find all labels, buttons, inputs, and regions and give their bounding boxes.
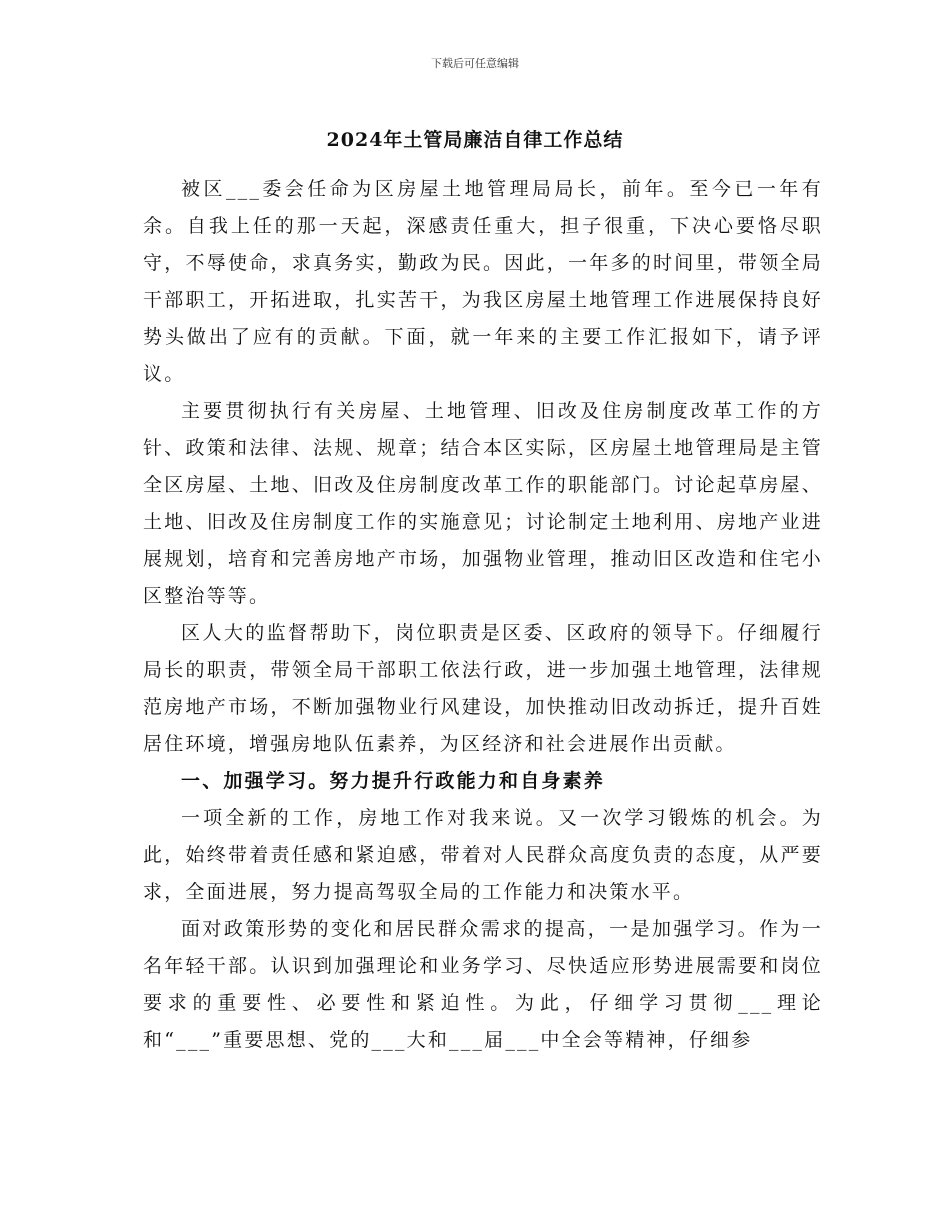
document-body xyxy=(143,171,823,1059)
document-title: 2024年土管局廉洁自律工作总结 xyxy=(326,129,624,151)
paragraph-study: 面对政策形势的变化和居民群众需求的提高，一是加强学习。作为一名年轻干部。认识到加强理论和业务学习、尽快适应形势进展需要和岗位要求的重要性、必要性和紧迫性。为此，仔细学习贯彻___理论和“___”重要思想、党的___大和___届___中全会等精神，仔细参 xyxy=(143,918,823,1051)
header-note: 下载后可任意编辑 xyxy=(431,57,519,70)
paragraph-responsibilities: 主要贯彻执行有关房屋、土地管理、旧改及住房制度改革工作的方针、政策和法律、法规、规章；结合本区实际，区房屋土地管理局是主管全区房屋、土地、旧改及住房制度改革工作的职能部门。讨论起草房屋、土地、旧改及住房制度工作的实施意见；讨论制定土地利用、房地产业进展规划，培育和完善房地产市场，加强物业管理，推动旧区改造和住宅小区整治等等。 xyxy=(143,400,823,607)
paragraph-learning: 一项全新的工作，房地工作对我来说。又一次学习锻炼的机会。为此，始终带着责任感和紧迫感，带着对人民群众高度负责的态度，从严要求，全面进展，努力提高驾驭全局的工作能力和决策水平。 xyxy=(143,807,823,903)
paragraph-duties: 区人大的监督帮助下，岗位职责是区委、区政府的领导下。仔细履行局长的职责，带领全局干部职工依法行政，进一步加强土地管理，法律规范房地产市场，不断加强物业行风建设，加快推动旧改动拆迁，提升百姓居住环境，增强房地队伍素养，为区经济和社会进展作出贡献。 xyxy=(143,622,823,755)
section-heading: 一、加强学习。努力提升行政能力和自身素养 xyxy=(181,770,606,792)
paragraph-appointment: 被区___委会任命为区房屋土地管理局局长，前年。至今已一年有余。自我上任的那一天起，深感责任重大，担子很重，下决心要恪尽职守，不辱使命，求真务实，勤政为民。因此，一年多的时间里，带领全局干部职工，开拓进取，扎实苦干，为我区房屋土地管理工作进展保持良好势头做出了应有的贡献。下面，就一年来的主要工作汇报如下，请予评议。 xyxy=(143,178,823,385)
